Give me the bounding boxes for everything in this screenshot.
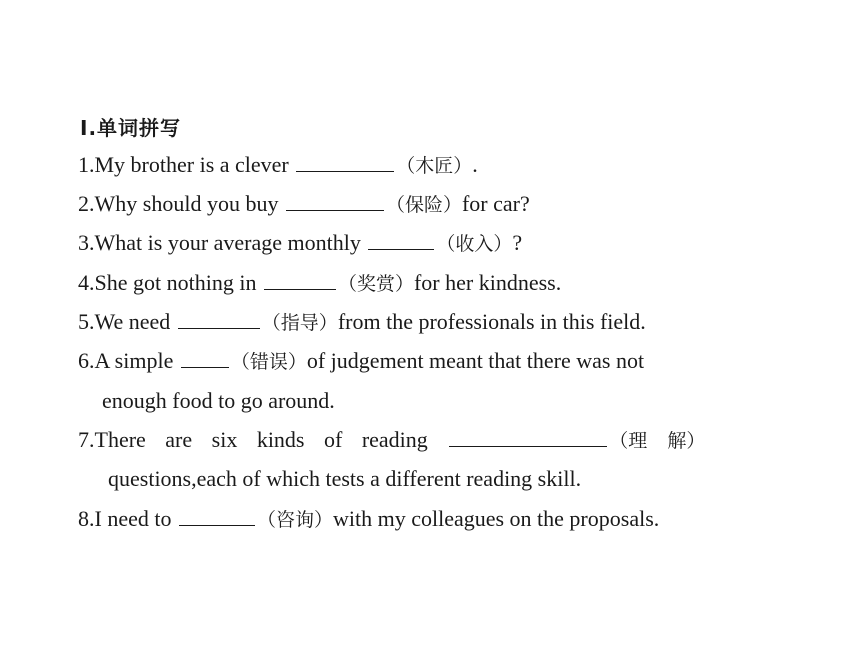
question-text-after: . (472, 152, 478, 177)
chinese-hint: （咨询） (256, 509, 333, 531)
question-3 (78, 230, 522, 257)
chinese-hint: （收入） (436, 233, 513, 255)
chinese-hint: （指导） (261, 312, 338, 334)
question-6 (78, 348, 644, 375)
question-text: Why should you buy (94, 191, 284, 216)
question-number: 3. (78, 230, 95, 255)
section-title: Ⅰ.单词拼写 (80, 116, 182, 140)
question-text: We need (94, 309, 176, 334)
question-text: My brother is a clever (94, 152, 295, 177)
question-text-after: from the professionals in this field. (337, 309, 646, 334)
question-text-after: with my colleagues on the proposals. (332, 506, 660, 531)
question-text: There are six kinds of reading (94, 427, 448, 452)
question-2 (78, 191, 530, 218)
question-4 (78, 270, 561, 297)
answer-blank[interactable] (178, 310, 260, 329)
answer-blank[interactable] (179, 507, 255, 526)
question-1 (78, 152, 478, 179)
question-text-after: for car? (461, 191, 530, 216)
question-5 (78, 309, 646, 336)
question-number: 5. (78, 309, 95, 334)
question-number: 1. (78, 152, 95, 177)
answer-blank[interactable] (181, 349, 229, 368)
question-text: I need to (94, 506, 177, 531)
question-number: 6. (78, 348, 95, 373)
chinese-hint: （木匠） (396, 155, 473, 177)
question-number: 4. (78, 270, 95, 295)
answer-blank[interactable] (286, 192, 384, 211)
chinese-hint: （奖赏） (337, 273, 414, 295)
question-number: 2. (78, 191, 95, 216)
question-text: A simple (94, 348, 179, 373)
question-text-after: ? (512, 230, 523, 255)
question-8 (78, 506, 659, 533)
answer-blank[interactable] (296, 153, 394, 172)
question-7-continuation: questions,each of which tests a different reading skill. (108, 466, 582, 491)
chinese-hint: （理 解） (609, 430, 706, 452)
chinese-hint: （保险） (385, 194, 462, 216)
question-7 (78, 427, 705, 454)
answer-blank[interactable] (449, 428, 607, 447)
question-text-after: of judgement meant that there was not (306, 348, 645, 373)
question-text: What is your average monthly (94, 230, 367, 255)
question-number: 8. (78, 506, 95, 531)
chinese-hint: （错误） (230, 351, 307, 373)
question-text: She got nothing in (94, 270, 262, 295)
question-text-after: for her kindness. (413, 270, 562, 295)
question-6-continuation: enough food to go around. (102, 388, 335, 413)
answer-blank[interactable] (368, 231, 434, 250)
answer-blank[interactable] (264, 271, 336, 290)
question-number: 7. (78, 427, 95, 452)
